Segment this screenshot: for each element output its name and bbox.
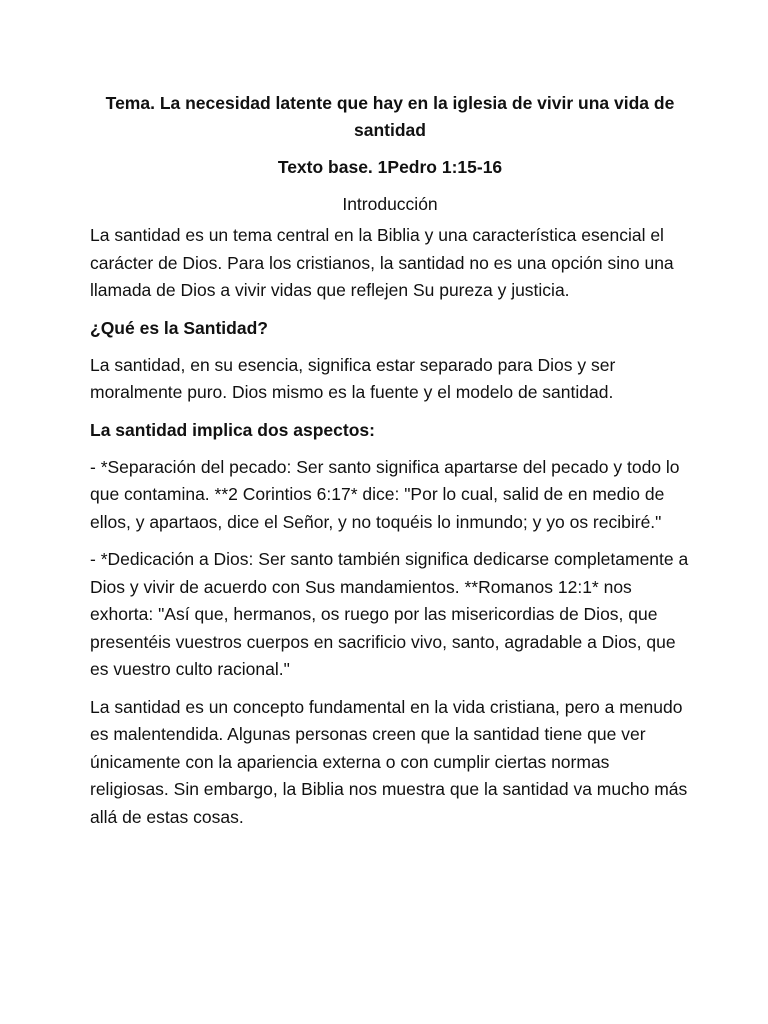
intro-heading: Introducción (342, 194, 438, 214)
document-title: Tema. La necesidad latente que hay en la iglesia de vivir una vida de santidad (105, 93, 675, 140)
aspects-heading: La santidad implica dos aspectos: (90, 419, 375, 440)
document-page (90, 90, 690, 841)
aspect-separation-paragraph: - *Separación del pecado: Ser santo significa apartarse del pecado y todo lo que contamina. **2 Corintios 6:17* dice: "Por lo cual, salid de en medio de ellos, y apartaos, dice el Señor, y no toquéis lo inmundo; y yo os recibiré." (90, 456, 680, 532)
closing-paragraph: La santidad es un concepto fundamental en la vida cristiana, pero a menudo es malentendida. Algunas personas creen que la santidad tiene que ver únicamente con la apariencia externa o con cumplir ciertas normas religiosas. Sin embargo, la Biblia nos muestra que la santidad va mucho más allá de estas cosas. (90, 696, 688, 827)
intro-paragraph: La santidad es un tema central en la Biblia y una característica esencial el carácter de Dios. Para los cristianos, la santidad no es una opción sino una llamada de Dios a vivir vidas que reflejen Su pureza y justicia. (90, 225, 674, 300)
definition-paragraph: La santidad, en su esencia, significa estar separado para Dios y ser moralmente puro. Dios mismo es la fuente y el modelo de santidad. (90, 354, 616, 402)
question-heading: ¿Qué es la Santidad? (90, 317, 268, 338)
aspect-dedication-paragraph: - *Dedicación a Dios: Ser santo también significa dedicarse completamente a Dios y vivir de acuerdo con Sus mandamientos. **Romanos 12:1* nos exhorta: "Así que, hermanos, os ruego por las misericordias de Dios, que presentéis vuestros cuerpos en sacrificio vivo, santo, agradable a Dios, que es vuestro culto racional." (90, 549, 689, 679)
base-text-reference: Texto base. 1Pedro 1:15-16 (277, 157, 503, 177)
